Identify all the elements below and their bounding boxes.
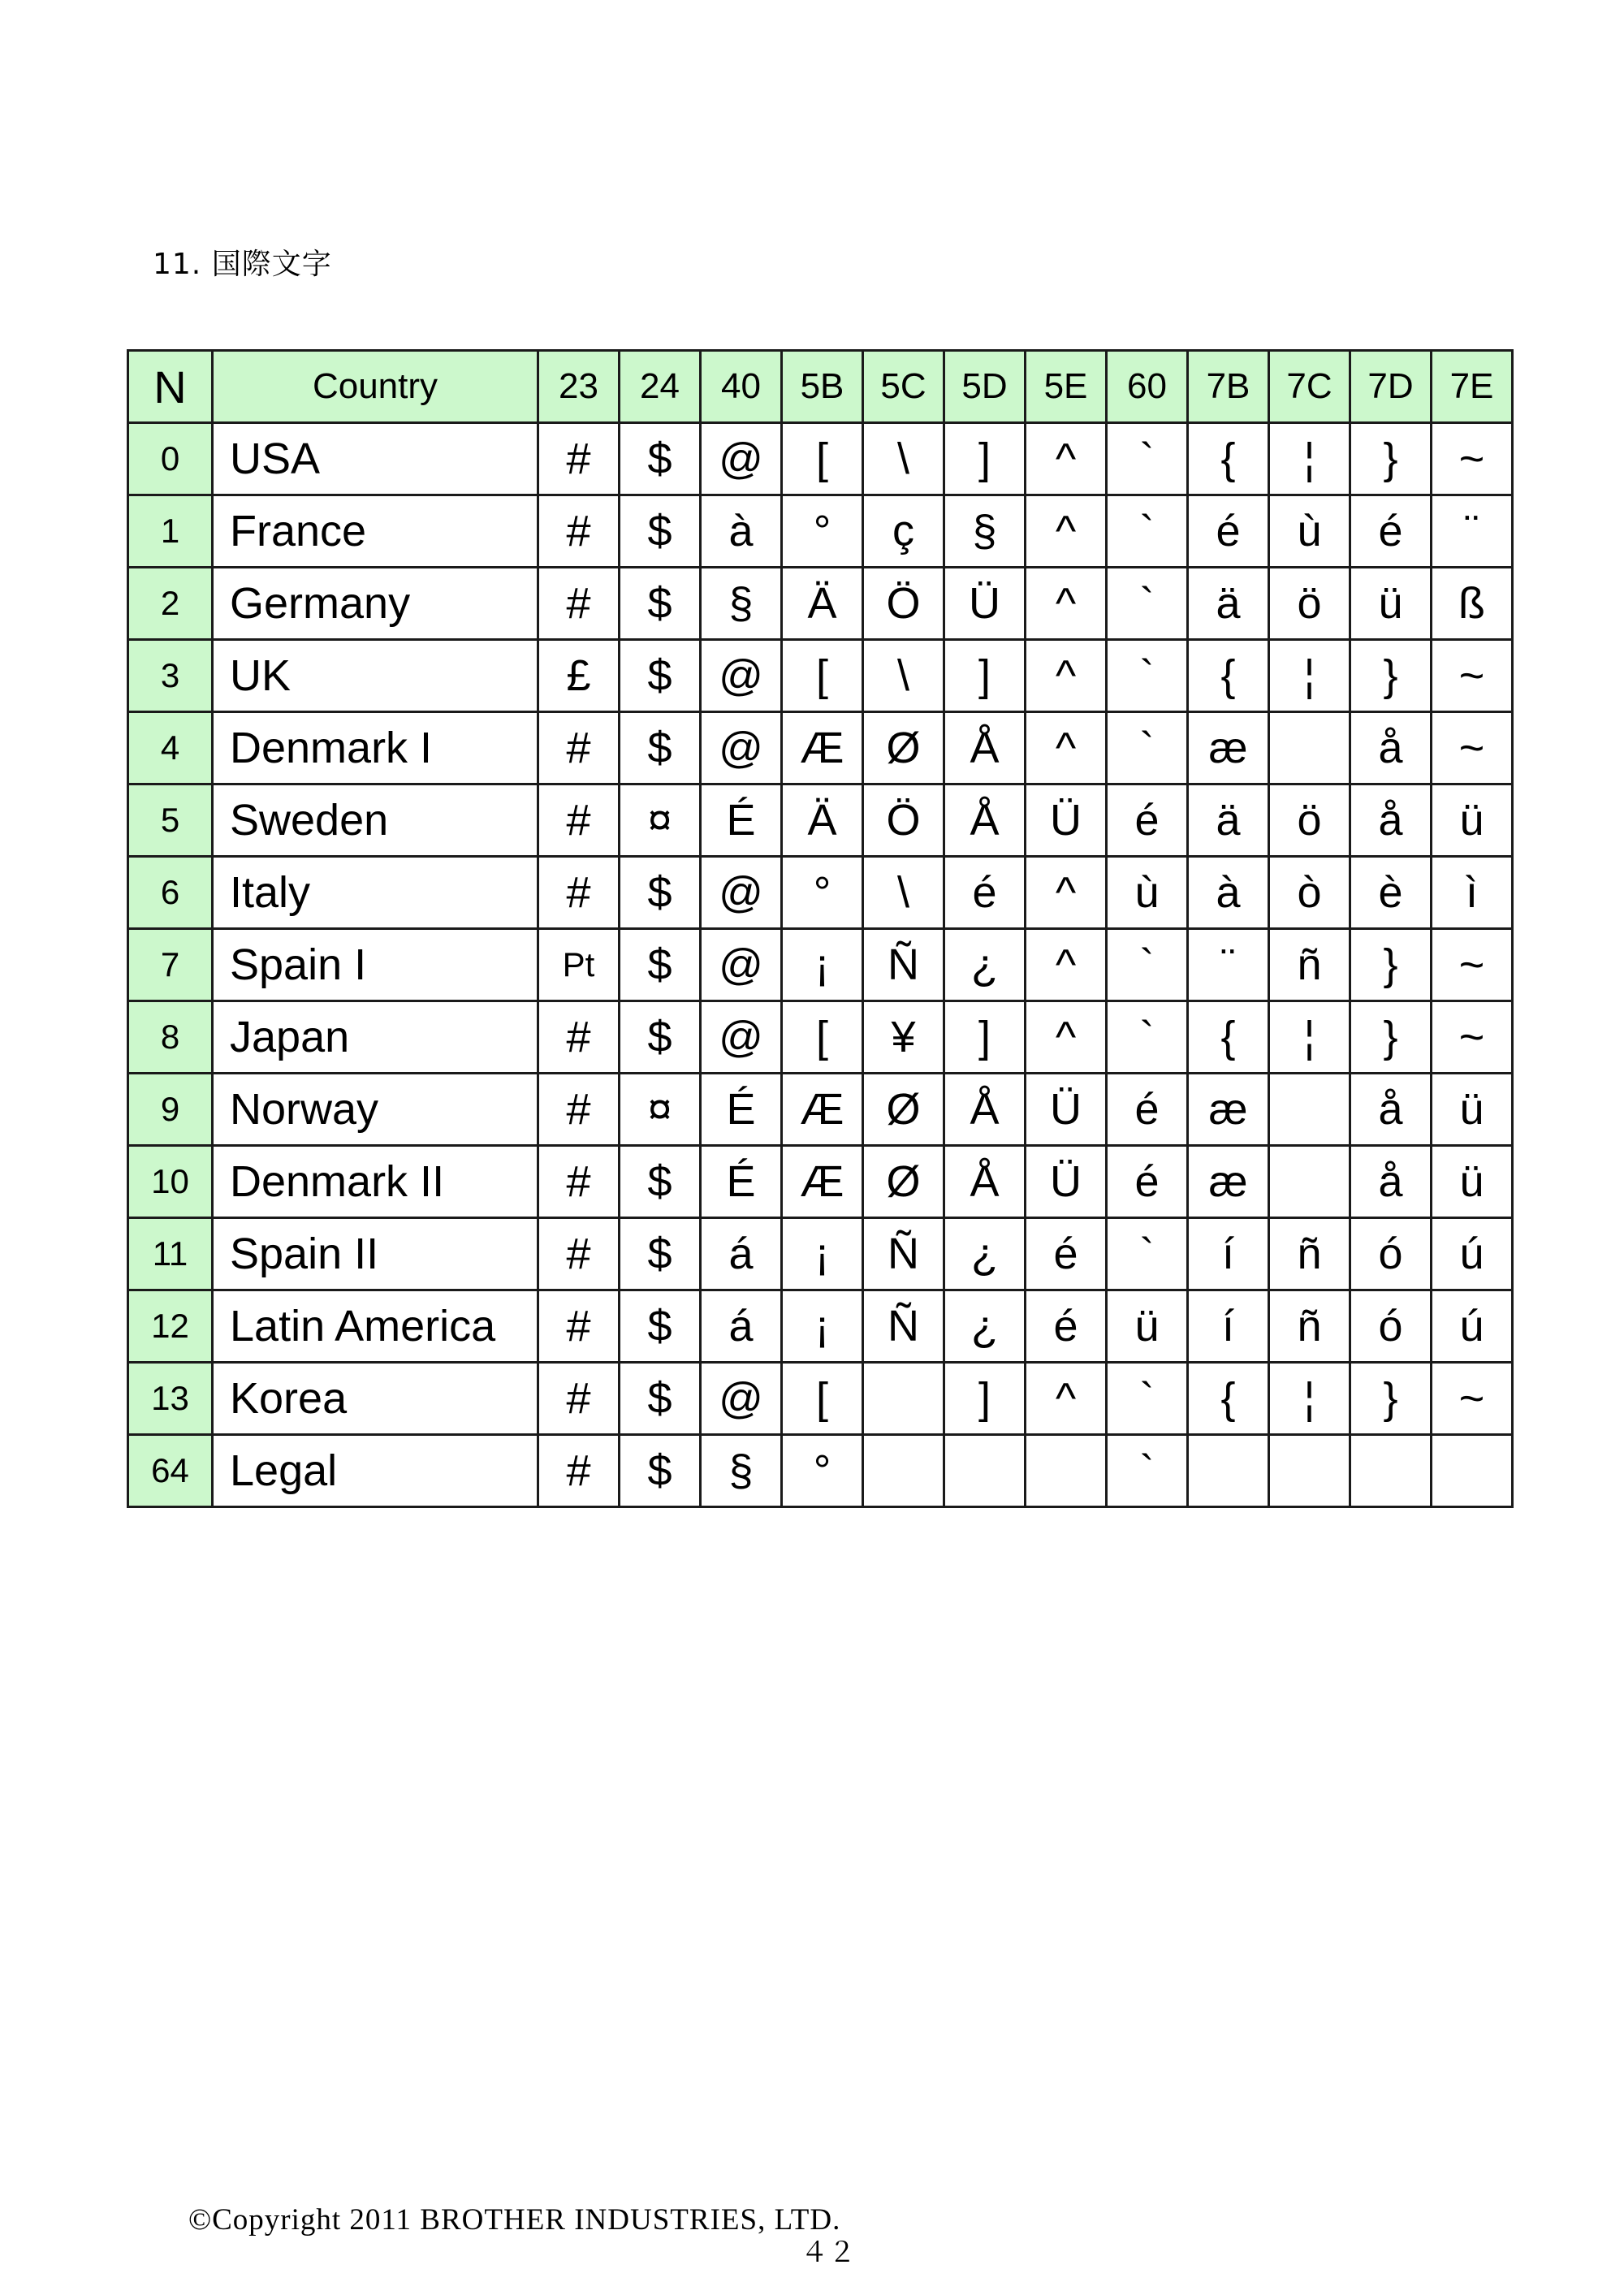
section-title: 11. 国際文字 xyxy=(153,248,332,281)
character-cell: § xyxy=(701,1435,782,1507)
character-cell: ° xyxy=(782,1435,863,1507)
character-cell: ¥ xyxy=(863,1001,944,1074)
character-cell xyxy=(863,1363,944,1435)
character-cell: $ xyxy=(620,712,701,784)
character-cell: ` xyxy=(1107,929,1188,1001)
character-cell: } xyxy=(1350,423,1432,495)
character-cell: ^ xyxy=(1026,712,1107,784)
character-cell: å xyxy=(1350,1074,1432,1146)
character-cell: ç xyxy=(863,495,944,568)
character-cell: Å xyxy=(944,712,1026,784)
table-row xyxy=(128,712,1513,784)
character-cell: ¤ xyxy=(620,1074,701,1146)
character-cell: ` xyxy=(1107,1218,1188,1290)
character-cell: ¦ xyxy=(1269,423,1350,495)
character-cell: ü xyxy=(1350,568,1432,640)
character-cell: # xyxy=(538,712,620,784)
character-cell: @ xyxy=(701,640,782,712)
character-cell: $ xyxy=(620,1363,701,1435)
character-cell: ` xyxy=(1107,423,1188,495)
character-cell: ` xyxy=(1107,712,1188,784)
column-header: 5D xyxy=(944,351,1026,423)
column-header: 23 xyxy=(538,351,620,423)
character-cell xyxy=(1269,1074,1350,1146)
character-cell: { xyxy=(1188,640,1269,712)
character-cell: ñ xyxy=(1269,1218,1350,1290)
character-cell: # xyxy=(538,1074,620,1146)
row-number-cell: 10 xyxy=(128,1146,213,1218)
character-cell: ö xyxy=(1269,784,1350,857)
character-cell: [ xyxy=(782,423,863,495)
character-cell: ñ xyxy=(1269,929,1350,1001)
country-cell: Denmark I xyxy=(213,712,538,784)
character-cell: ` xyxy=(1107,1435,1188,1507)
character-cell: $ xyxy=(620,1146,701,1218)
character-cell: ¨ xyxy=(1188,929,1269,1001)
table-row xyxy=(128,423,1513,495)
character-cell: ü xyxy=(1432,1074,1513,1146)
country-cell: Norway xyxy=(213,1074,538,1146)
character-cell: Ö xyxy=(863,784,944,857)
character-cell: { xyxy=(1188,1363,1269,1435)
character-cell: Ñ xyxy=(863,929,944,1001)
column-header: 24 xyxy=(620,351,701,423)
table-row xyxy=(128,1435,1513,1507)
character-cell: { xyxy=(1188,1001,1269,1074)
column-header: 7B xyxy=(1188,351,1269,423)
character-cell: # xyxy=(538,784,620,857)
character-cell: [ xyxy=(782,1363,863,1435)
table-row xyxy=(128,1074,1513,1146)
character-cell xyxy=(1269,712,1350,784)
table-header-row xyxy=(128,351,1513,423)
character-cell: $ xyxy=(620,1218,701,1290)
character-cell: Ø xyxy=(863,1146,944,1218)
character-cell: # xyxy=(538,1435,620,1507)
character-cell xyxy=(1350,1435,1432,1507)
character-cell: é xyxy=(1188,495,1269,568)
character-cell: ä xyxy=(1188,784,1269,857)
country-cell: Latin America xyxy=(213,1290,538,1363)
table-row xyxy=(128,784,1513,857)
page-number: ４２ xyxy=(801,2237,856,2269)
row-number-cell: 8 xyxy=(128,1001,213,1074)
country-cell: Sweden xyxy=(213,784,538,857)
character-cell: Ö xyxy=(863,568,944,640)
character-cell: } xyxy=(1350,929,1432,1001)
country-cell: France xyxy=(213,495,538,568)
character-cell xyxy=(1026,1435,1107,1507)
character-cell: à xyxy=(701,495,782,568)
row-number-cell: 3 xyxy=(128,640,213,712)
character-cell: é xyxy=(1107,1074,1188,1146)
row-number-cell: 6 xyxy=(128,857,213,929)
character-cell: [ xyxy=(782,640,863,712)
character-cell: ~ xyxy=(1432,423,1513,495)
character-cell xyxy=(1269,1435,1350,1507)
character-cell: ú xyxy=(1432,1290,1513,1363)
character-cell: ° xyxy=(782,495,863,568)
character-cell: # xyxy=(538,1146,620,1218)
column-header: N xyxy=(128,351,213,423)
character-cell: Å xyxy=(944,1074,1026,1146)
character-cell: Ü xyxy=(944,568,1026,640)
character-cell: é xyxy=(1107,1146,1188,1218)
character-cell: é xyxy=(1107,784,1188,857)
character-cell: ¦ xyxy=(1269,1001,1350,1074)
character-cell: $ xyxy=(620,423,701,495)
character-cell: Ü xyxy=(1026,784,1107,857)
character-cell: í xyxy=(1188,1290,1269,1363)
character-cell: í xyxy=(1188,1218,1269,1290)
character-cell: ~ xyxy=(1432,640,1513,712)
character-cell: $ xyxy=(620,495,701,568)
character-cell: ú xyxy=(1432,1218,1513,1290)
character-cell: Å xyxy=(944,784,1026,857)
column-header: 40 xyxy=(701,351,782,423)
row-number-cell: 64 xyxy=(128,1435,213,1507)
country-cell: Spain I xyxy=(213,929,538,1001)
character-cell: ¿ xyxy=(944,1218,1026,1290)
character-cell: $ xyxy=(620,640,701,712)
country-cell: Italy xyxy=(213,857,538,929)
character-cell: Ä xyxy=(782,568,863,640)
column-header: 60 xyxy=(1107,351,1188,423)
character-cell: ^ xyxy=(1026,495,1107,568)
character-cell: ¦ xyxy=(1269,1363,1350,1435)
table-row xyxy=(128,1290,1513,1363)
international-charset-table xyxy=(127,349,1514,1508)
character-cell: ~ xyxy=(1432,929,1513,1001)
character-cell: # xyxy=(538,1363,620,1435)
character-cell xyxy=(1188,1435,1269,1507)
character-cell: ù xyxy=(1107,857,1188,929)
character-cell: à xyxy=(1188,857,1269,929)
character-cell: \ xyxy=(863,640,944,712)
character-cell xyxy=(863,1435,944,1507)
character-cell: Å xyxy=(944,1146,1026,1218)
character-cell: @ xyxy=(701,857,782,929)
character-cell: æ xyxy=(1188,712,1269,784)
character-cell: æ xyxy=(1188,1074,1269,1146)
character-cell: è xyxy=(1350,857,1432,929)
character-cell: é xyxy=(1350,495,1432,568)
character-cell: [ xyxy=(782,1001,863,1074)
character-cell: é xyxy=(944,857,1026,929)
character-cell: Ø xyxy=(863,712,944,784)
character-cell: $ xyxy=(620,1435,701,1507)
character-cell: ` xyxy=(1107,495,1188,568)
character-cell: @ xyxy=(701,929,782,1001)
character-cell: ¡ xyxy=(782,1290,863,1363)
character-cell: ¨ xyxy=(1432,495,1513,568)
character-cell: ü xyxy=(1432,1146,1513,1218)
character-cell: ì xyxy=(1432,857,1513,929)
character-cell: ~ xyxy=(1432,1001,1513,1074)
character-cell xyxy=(944,1435,1026,1507)
column-header: 5B xyxy=(782,351,863,423)
character-cell: @ xyxy=(701,1001,782,1074)
character-cell: § xyxy=(701,568,782,640)
character-cell: ä xyxy=(1188,568,1269,640)
table-row xyxy=(128,1146,1513,1218)
table-row xyxy=(128,1218,1513,1290)
character-cell: ^ xyxy=(1026,929,1107,1001)
character-cell: @ xyxy=(701,712,782,784)
character-cell: # xyxy=(538,423,620,495)
character-cell: Æ xyxy=(782,1146,863,1218)
character-cell: ` xyxy=(1107,1363,1188,1435)
character-cell: } xyxy=(1350,1363,1432,1435)
character-cell: ó xyxy=(1350,1218,1432,1290)
character-cell: Æ xyxy=(782,712,863,784)
country-cell: Korea xyxy=(213,1363,538,1435)
character-cell: ] xyxy=(944,640,1026,712)
character-cell: ] xyxy=(944,1363,1026,1435)
character-cell: # xyxy=(538,1001,620,1074)
table-body xyxy=(128,423,1513,1507)
character-cell: $ xyxy=(620,1290,701,1363)
character-cell: ` xyxy=(1107,568,1188,640)
table-row xyxy=(128,495,1513,568)
character-cell: Ü xyxy=(1026,1074,1107,1146)
character-cell: ñ xyxy=(1269,1290,1350,1363)
character-cell: ¿ xyxy=(944,1290,1026,1363)
character-cell: ^ xyxy=(1026,857,1107,929)
character-cell: ó xyxy=(1350,1290,1432,1363)
character-cell: ~ xyxy=(1432,712,1513,784)
character-cell: ^ xyxy=(1026,1363,1107,1435)
character-cell: @ xyxy=(701,1363,782,1435)
character-cell: ¿ xyxy=(944,929,1026,1001)
row-number-cell: 7 xyxy=(128,929,213,1001)
character-cell: ^ xyxy=(1026,423,1107,495)
row-number-cell: 12 xyxy=(128,1290,213,1363)
column-header: 7C xyxy=(1269,351,1350,423)
character-cell: É xyxy=(701,784,782,857)
character-cell: å xyxy=(1350,784,1432,857)
character-cell: ^ xyxy=(1026,640,1107,712)
character-cell: # xyxy=(538,495,620,568)
character-cell: ¤ xyxy=(620,784,701,857)
character-cell: £ xyxy=(538,640,620,712)
character-cell: \ xyxy=(863,857,944,929)
character-cell: # xyxy=(538,1290,620,1363)
character-cell: ò xyxy=(1269,857,1350,929)
character-cell: Ø xyxy=(863,1074,944,1146)
character-cell: $ xyxy=(620,857,701,929)
character-cell: { xyxy=(1188,423,1269,495)
character-cell: á xyxy=(701,1290,782,1363)
character-cell: $ xyxy=(620,568,701,640)
character-cell: \ xyxy=(863,423,944,495)
row-number-cell: 2 xyxy=(128,568,213,640)
column-header: 7D xyxy=(1350,351,1432,423)
character-cell: Ñ xyxy=(863,1218,944,1290)
character-cell: ^ xyxy=(1026,568,1107,640)
character-cell: é xyxy=(1026,1218,1107,1290)
character-cell: Ü xyxy=(1026,1146,1107,1218)
column-header: Country xyxy=(213,351,538,423)
character-cell: ^ xyxy=(1026,1001,1107,1074)
character-cell: Ä xyxy=(782,784,863,857)
table-row xyxy=(128,857,1513,929)
character-cell: ] xyxy=(944,1001,1026,1074)
character-cell: ¦ xyxy=(1269,640,1350,712)
character-cell: ß xyxy=(1432,568,1513,640)
country-cell: USA xyxy=(213,423,538,495)
row-number-cell: 13 xyxy=(128,1363,213,1435)
character-cell: Pt xyxy=(538,929,620,1001)
character-cell: é xyxy=(1026,1290,1107,1363)
character-cell: # xyxy=(538,857,620,929)
character-cell: ¡ xyxy=(782,1218,863,1290)
table-row xyxy=(128,640,1513,712)
character-cell: ü xyxy=(1107,1290,1188,1363)
row-number-cell: 4 xyxy=(128,712,213,784)
character-cell: ü xyxy=(1432,784,1513,857)
character-cell: ° xyxy=(782,857,863,929)
character-cell: å xyxy=(1350,712,1432,784)
character-cell: å xyxy=(1350,1146,1432,1218)
row-number-cell: 1 xyxy=(128,495,213,568)
character-cell: Ñ xyxy=(863,1290,944,1363)
row-number-cell: 9 xyxy=(128,1074,213,1146)
row-number-cell: 5 xyxy=(128,784,213,857)
character-cell: æ xyxy=(1188,1146,1269,1218)
table-row xyxy=(128,929,1513,1001)
country-cell: Legal xyxy=(213,1435,538,1507)
character-cell: $ xyxy=(620,929,701,1001)
character-cell xyxy=(1432,1435,1513,1507)
character-cell: ¡ xyxy=(782,929,863,1001)
character-cell: @ xyxy=(701,423,782,495)
character-cell: ~ xyxy=(1432,1363,1513,1435)
character-cell: ` xyxy=(1107,1001,1188,1074)
character-cell xyxy=(1269,1146,1350,1218)
character-cell: ö xyxy=(1269,568,1350,640)
table-row xyxy=(128,1001,1513,1074)
column-header: 5E xyxy=(1026,351,1107,423)
country-cell: Germany xyxy=(213,568,538,640)
character-cell: § xyxy=(944,495,1026,568)
country-cell: Spain II xyxy=(213,1218,538,1290)
character-cell: } xyxy=(1350,640,1432,712)
character-cell: ` xyxy=(1107,640,1188,712)
character-cell: É xyxy=(701,1146,782,1218)
column-header: 7E xyxy=(1432,351,1513,423)
character-cell: Æ xyxy=(782,1074,863,1146)
character-cell: ù xyxy=(1269,495,1350,568)
character-cell: á xyxy=(701,1218,782,1290)
column-header: 5C xyxy=(863,351,944,423)
row-number-cell: 0 xyxy=(128,423,213,495)
character-cell: $ xyxy=(620,1001,701,1074)
copyright-notice: ©Copyright 2011 BROTHER INDUSTRIES, LTD. xyxy=(188,2203,841,2237)
country-cell: Japan xyxy=(213,1001,538,1074)
row-number-cell: 11 xyxy=(128,1218,213,1290)
character-cell: # xyxy=(538,1218,620,1290)
table-row xyxy=(128,1363,1513,1435)
character-cell: # xyxy=(538,568,620,640)
country-cell: Denmark II xyxy=(213,1146,538,1218)
table-row xyxy=(128,568,1513,640)
character-cell: É xyxy=(701,1074,782,1146)
country-cell: UK xyxy=(213,640,538,712)
character-cell: } xyxy=(1350,1001,1432,1074)
character-cell: ] xyxy=(944,423,1026,495)
